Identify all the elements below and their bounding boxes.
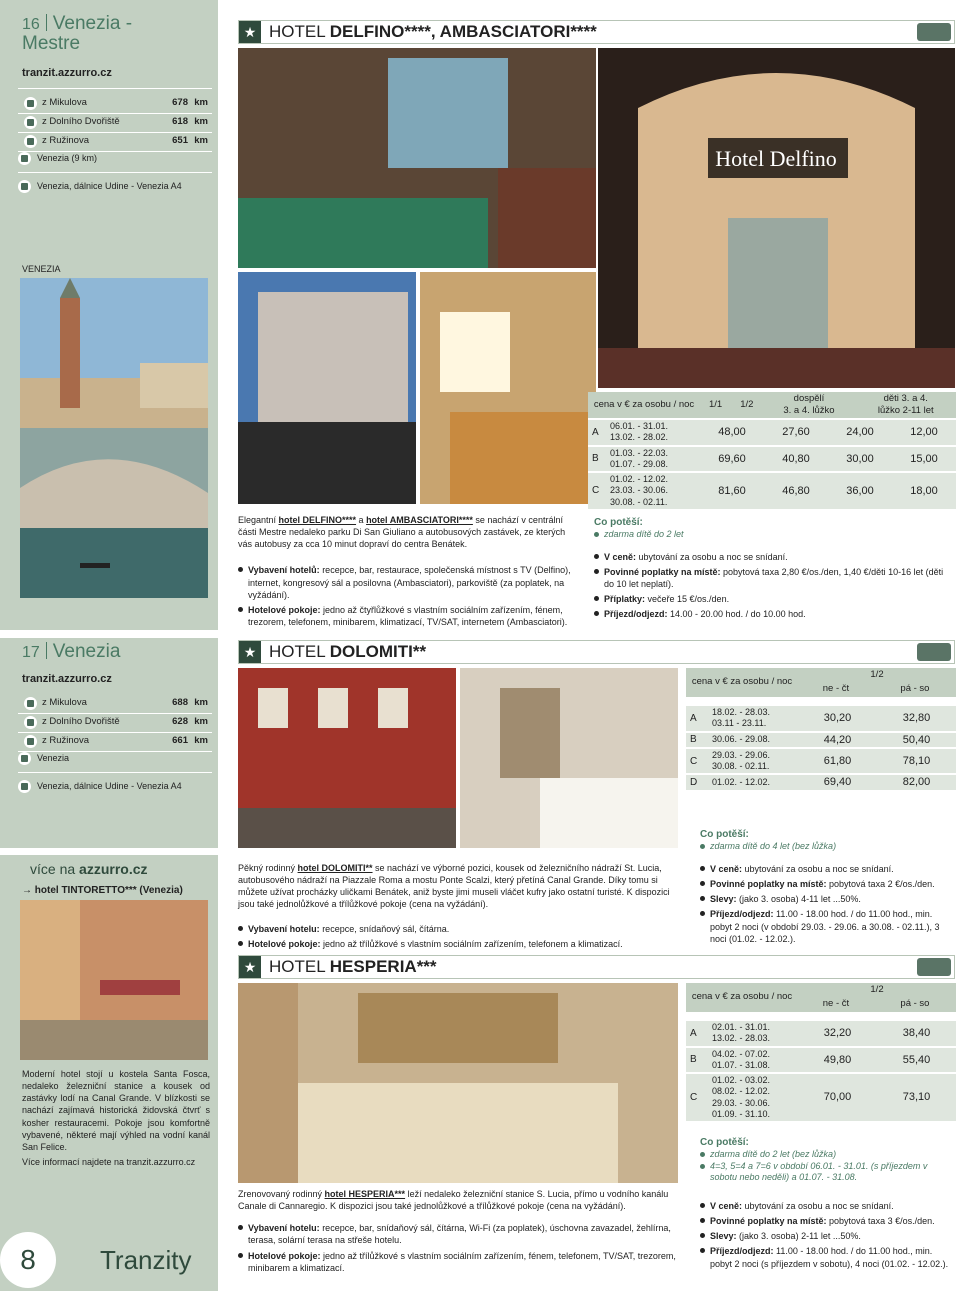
price-rows-hesperia (686, 1019, 956, 1121)
price-value: 30,20 (823, 712, 852, 725)
tintoretto-photo (20, 900, 208, 1060)
dolomiti-info: V ceně: ubytování za osobu a noc se snídaní. Povinné poplatky na místě: pobytová taxa 2 €/os./den. Slevy: (jako 3. osoba) 4-11 let ...50%. Příjezd/odjezd: 11.00 - 18.00 hod. / do 11.00 hod., min. pobyt 2 noci (v období 29.03. - 29.06. a 30.08. - 02.11.), 3 noci (01.02. - 12.02.). (700, 860, 955, 945)
hotel-link-ambasciatori[interactable]: hotel AMBASCIATORI**** (366, 515, 473, 525)
hesperia-description: Zrenovovaný rodinný hotel HESPERIA*** leží nedaleko železniční stanice S. Lucia, přímo u vodního kanálu Canale di Cannaregio. K dispozici jsou také jednolůžkové a třílůžkové pokoje (cena na vyžádání). Vybavení hotelu: recepce, bar, snídaňový sál, čítárna, Wi-Fi (za poplatek), úschovna zavazadel, žehlírna, terasa, solární terasa na střeše hotelu. Hotelové pokoje: jedno až třílůžkové s vlastním sociálním zařízením, fénem, telefonem, TV/SAT, trezorem, minibarem a klimatizací. (238, 1188, 684, 1274)
hotel-title-hesperia: ★ HOTEL HESPERIA*** (238, 955, 955, 979)
arrival-icon (18, 152, 31, 165)
price-value: 15,00 (910, 452, 938, 465)
price-dates: 01.02. - 12.02. (712, 776, 771, 787)
price-value: 40,80 (782, 452, 810, 465)
price-category: C (690, 1092, 698, 1103)
hesperia-cp: Co potěší: zdarma dítě do 2 let (bez lůžka) 4=3, 5=4 a 7=6 v období 06.01. - 31.01. (s příjezdem v sobotu nebo neděli) a 01.07. - 31.08. (700, 1136, 955, 1184)
price-dates: 18.02. - 28.03. 03.11 - 23.11. (712, 707, 771, 729)
price-dates: 01.02. - 12.02. 23.03. - 30.06. 30.08. - 02.11. (610, 474, 669, 507)
car-icon (917, 958, 951, 976)
price-value: 61,80 (823, 754, 852, 767)
price-value: 82,00 (902, 776, 931, 789)
price-value: 46,80 (782, 484, 810, 497)
price-value: 12,00 (910, 426, 938, 439)
car-icon (917, 23, 951, 41)
price-table-hesperia: cena v € za osobu / noc 1/2 ne - čt pá - so (686, 983, 956, 1012)
delfino-building-photo (598, 48, 955, 388)
price-row (686, 1072, 956, 1121)
hotel-sign-text: Hotel Delfino (715, 146, 837, 171)
star-icon: ★ (239, 956, 261, 978)
hotel-title-delfino: ★ HOTEL DELFINO****, AMBASCIATORI**** (238, 20, 955, 44)
car-icon (24, 97, 37, 110)
price-value: 81,60 (718, 484, 746, 497)
price-category: A (690, 712, 697, 724)
price-row (588, 471, 956, 509)
hotel-title-dolomiti: ★ HOTEL DOLOMITI** (238, 640, 955, 664)
price-value: 36,00 (846, 484, 874, 497)
hesperia-info: V ceně: ubytování za osobu a noc se snídaní. Povinné poplatky na místě: pobytová taxa 3 €/os./den. Slevy: (jako 3. osoba) 2-11 let ...50%. Příjezd/odjezd: 11.00 - 18.00 hod. / do 11.00 hod., min. pobyt 2 noci (s příjezdem v sobotu), 4 noci (01.02. - 12.02.). (700, 1197, 955, 1270)
tintoretto-title: → hotel TINTORETTO*** (Venezia) (22, 885, 183, 896)
highway-row: Venezia, dálnice Udine - Venezia A4 (18, 180, 212, 193)
hotel-link-delfino[interactable]: hotel DELFINO**** (278, 515, 357, 525)
price-dates: 04.02. - 07.02. 01.07. - 31.08. (712, 1048, 771, 1070)
car-icon (24, 735, 37, 748)
price-value: 50,40 (902, 733, 931, 746)
price-row (588, 445, 956, 472)
price-dates: 06.01. - 31.01. 13.02. - 28.02. (610, 421, 669, 443)
price-row (686, 773, 956, 789)
section-title-line1: Venezia - (52, 13, 133, 34)
car-icon (24, 697, 37, 710)
dolomiti-description: Pěkný rodinný hotel DOLOMITI** se nachází ve výborné pozici, kousek od železničního nádraží St. Lucia, autobusového nádraží na Piazzale Roma a mostu Ponte Scalzi, který přetíná Canal Grande. Díky tomu si můžete užívat procházky uličkami Benátek, aniž byste jimi museli vláčet kufry jako ostatní turisté. K dispozici jsou také jednolůžkové a třílůžkové pokoje (cena na vyžádání). Vybavení hotelu: recepce, snídaňový sál, čítárna. Hotelové pokoje: jedno až třílůžkové s vlastním sociálním zařízením, telefonem a klimatizací. (238, 862, 684, 950)
car-icon (917, 643, 951, 661)
star-icon: ★ (239, 21, 261, 43)
section-title-line2: Mestre (22, 32, 81, 54)
highway-row-17: Venezia, dálnice Udine - Venezia A4 (18, 780, 182, 793)
price-row (686, 1046, 956, 1073)
delfino-description: Elegantní hotel DELFINO**** a hotel AMBASCIATORI**** se nachází v centrální části Mestre nedaleko parku Di San Giuliano a autobusových zastávek, ze kterých vás autobusy za cca 10 minut dopraví do centra Benátek. Vybavení hotelů: recepce, bar, restaurace, společenská místnost s TV (Delfino), internet, kongresový sál a posilovna (Ambasciatori), parkoviště (za poplatek, na vyžádání). Hotelové pokoje: jedno až čtyřlůžkové s vlastním sociálním zařízením, fénem, trezorem, telefonem, minibarem, klimatizací, TV/SAT, internetem (Ambasciatori). (238, 514, 573, 628)
more-link[interactable]: více na azzurro.cz (30, 861, 148, 877)
price-value: 32,20 (823, 1027, 852, 1040)
distance-row: z Dolního Dvořiště 618 km (18, 113, 212, 132)
city-label: VENEZIA (22, 264, 61, 274)
highway-icon (18, 180, 31, 193)
price-table-dolomiti: cena v € za osobu / noc 1/2 ne - čt pá - so (686, 668, 956, 697)
price-dates: 30.06. - 29.08. (712, 734, 771, 745)
distance-row: z Mikulova 678 km (18, 94, 212, 113)
venice-photo (20, 278, 208, 598)
price-category: B (592, 453, 599, 465)
price-row (588, 418, 956, 445)
ambasciatori-exterior-photo (238, 272, 416, 504)
dolomiti-exterior-photo (238, 668, 456, 848)
price-dates: 29.03. - 29.06. 30.08. - 02.11. (712, 749, 771, 772)
delfino-room-photo (238, 48, 596, 268)
price-table-delfino: cena v € za osobu / noc 1/1 1/2 dospělí 3. a 4. lůžko děti 3. a 4. lůžko 2-11 let (588, 392, 956, 419)
price-value: 24,00 (846, 426, 874, 439)
ambasciatori-room-photo (420, 272, 596, 504)
price-category: B (690, 1054, 697, 1066)
car-icon (24, 716, 37, 729)
price-dates: 02.01. - 31.01. 13.02. - 28.03. (712, 1022, 771, 1044)
price-category: D (690, 776, 698, 788)
price-row (686, 731, 956, 747)
price-value: 69,40 (823, 776, 852, 789)
arrival-row: Venezia (9 km) (18, 152, 212, 165)
price-value: 55,40 (902, 1053, 931, 1066)
car-icon (24, 135, 37, 148)
price-dates: 01.03. - 22.03. 01.07. - 29.08. (610, 447, 669, 469)
price-value: 70,00 (823, 1091, 852, 1104)
distance-table-16 (18, 94, 212, 152)
price-value: 78,10 (902, 754, 931, 767)
hesperia-room-photo (238, 983, 678, 1183)
section-url: tranzit.azzurro.cz (22, 67, 112, 79)
price-value: 48,00 (718, 426, 746, 439)
page-number-16 (22, 14, 212, 54)
star-icon: ★ (239, 641, 261, 663)
page-number-circle: 8 (0, 1232, 56, 1288)
price-value: 73,10 (902, 1091, 931, 1104)
price-value: 18,00 (910, 484, 938, 497)
distance-row: z Ružinova 651 km (18, 132, 212, 151)
price-category: B (690, 734, 697, 746)
price-value: 69,60 (718, 452, 746, 465)
car-icon (24, 116, 37, 129)
price-row (686, 704, 956, 731)
price-category: A (690, 1027, 697, 1039)
distance-table-17: z Mikulova 688 km z Dolního Dvořiště 628 km z Ružinova 661 km (18, 694, 212, 752)
section-url-17: tranzit.azzurro.cz (22, 673, 112, 685)
price-category: C (690, 755, 698, 767)
price-rows-delfino (588, 418, 956, 509)
hotel-link-hesperia[interactable]: hotel HESPERIA*** (324, 1189, 406, 1199)
tintoretto-description: Moderní hotel stojí u kostela Santa Fosca, nedaleko železniční stanice a kousek od zastávky lodí na Canal Grande. V blízkosti se nachází zajímavá historická židovská čtvrť s kosher restauracemi. Pokoje jsou komfortně vybavené, některé mají výhled na vodní kanál San Felice. (22, 1069, 210, 1152)
price-value: 27,60 (782, 426, 810, 439)
hotel-link-dolomiti[interactable]: hotel DOLOMITI** (297, 863, 373, 873)
price-row (686, 1019, 956, 1046)
highway-icon (18, 780, 31, 793)
price-value: 32,80 (902, 712, 931, 725)
price-value: 44,20 (823, 733, 852, 746)
price-value: 30,00 (846, 452, 874, 465)
price-category: A (592, 426, 599, 438)
dolomiti-cp: Co potěší: zdarma dítě do 4 let (bez lůžka) (700, 829, 837, 851)
arrival-row-17: Venezia (18, 752, 69, 765)
page-number-17: 17 Venezia (22, 641, 121, 662)
dolomiti-room-photo (460, 668, 678, 848)
brand-logo: Tranzity (100, 1245, 192, 1275)
price-row (686, 747, 956, 774)
price-value: 49,80 (823, 1053, 852, 1066)
arrival-icon (18, 752, 31, 765)
more-info-text: Více informací najdete na tranzit.azzurro.cz (22, 1157, 196, 1167)
delfino-extras: Co potěší: zdarma dítě do 2 let V ceně: ubytování za osobu a noc se snídaní. Povinné poplatky na místě: pobytová taxa 2,80 €/os./den, 1,40 €/děti 10-16 let (děti do 10 let neplatí). Příplatky: večeře 15 €/os./den. Příjezd/odjezd: 14.00 - 20.00 hod. / do 10.00 hod. (594, 516, 954, 620)
price-rows-dolomiti (686, 704, 956, 790)
section-number: 16 (22, 16, 40, 33)
price-dates: 01.02. - 03.02. 08.02. - 12.02. 29.03. - 30.06. 01.09. - 31.10. (712, 1075, 771, 1119)
price-value: 38,40 (902, 1027, 931, 1040)
price-category: C (592, 485, 600, 497)
